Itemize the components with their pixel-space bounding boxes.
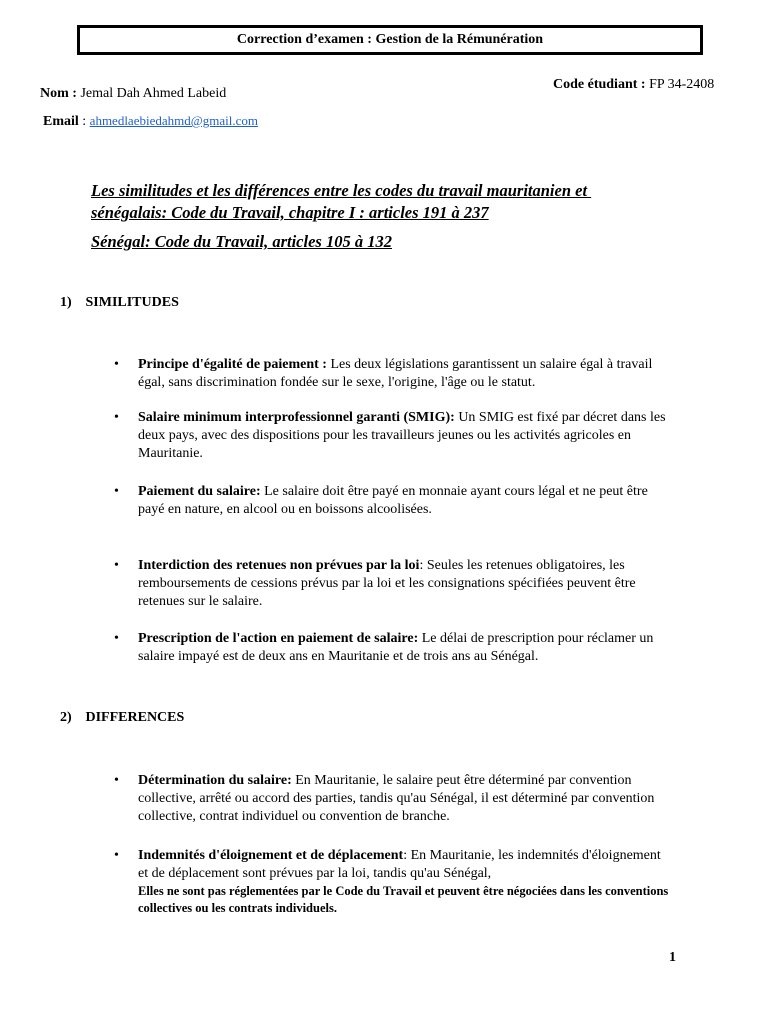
intro-line-2: sénégalais: Code du Travail, chapitre I : articles 191 à 237 [91, 203, 489, 222]
bullet-icon: • [114, 773, 119, 788]
item-text: Les deux législations garantissent un salaire égal à travail égal, sans discrimination fondée sur le sexe, l'origine, l'âge ou le statut. [138, 357, 653, 390]
student-name-value: Jemal Dah Ahmed Labeid [80, 86, 227, 101]
item-bold-label: Détermination du salaire: [138, 773, 292, 788]
bullet-icon: • [114, 410, 119, 425]
item-text: Un SMIG est fixé par décret dans les deux pays, avec des dispositions pour les travailleurs jeunes ou les activités agricoles en Mauritanie. [138, 410, 666, 461]
student-code-value: FP 34-2408 [649, 77, 715, 92]
item-bold-label: Salaire minimum interprofessionnel garanti (SMIG): [138, 410, 455, 425]
document-title: Correction d’examen : Gestion de la Rémunération [236, 32, 544, 47]
intro-heading [91, 180, 691, 224]
document-title-box [77, 25, 703, 55]
email-link[interactable]: ahmedlaebiedahmd@gmail.com [89, 113, 258, 128]
student-email-label: Email [43, 114, 79, 129]
list-item [114, 847, 674, 917]
bullet-icon: • [114, 357, 119, 372]
section-number: 1) [60, 295, 72, 310]
item-text: En Mauritanie, le salaire peut être déterminé par convention collective, arrêté ou accord des parties, tandis qu'au Sénégal, il est déterminé par convention collective, contrat individuel ou convention de branche. [138, 773, 655, 824]
list-item [114, 772, 674, 826]
page-number: 1 [669, 950, 676, 965]
student-code-label: Code étudiant : [553, 77, 646, 92]
intro-line-3: Sénégal: Code du Travail, articles 105 à 132 [91, 232, 392, 251]
section-title: SIMILITUDES [85, 295, 179, 310]
item-text: Le salaire doit être payé en monnaie ayant cours légal et ne peut être payé en nature, en alcool ou en boissons alcoolisées. [138, 484, 648, 517]
item-text: : Seules les retenues obligatoires, les remboursements de cessions prévus par la loi et les consignations spécifiées peuvent être retenues sur le salaire. [138, 558, 636, 609]
item-bold-label: Prescription de l'action en paiement de salaire: [138, 631, 419, 646]
student-name-label: Nom : [40, 86, 77, 101]
list-item [114, 483, 674, 519]
section-similitudes-heading [60, 295, 179, 311]
section-differences-heading [60, 710, 184, 726]
student-code [553, 77, 714, 93]
intro-line-1: Les similitudes et les différences entre les codes du travail mauritanien et [91, 181, 592, 200]
bullet-icon: • [114, 631, 119, 646]
item-bold-label: Indemnités d'éloignement et de déplacement [138, 848, 404, 863]
bullet-icon: • [114, 848, 119, 863]
bullet-icon: • [114, 484, 119, 499]
list-item [114, 557, 674, 611]
list-item [114, 409, 674, 463]
list-item [114, 630, 674, 666]
item-bold-label: Interdiction des retenues non prévues par la loi [138, 558, 420, 573]
item-bold-label: Principe d'égalité de paiement : [138, 357, 327, 372]
item-bold-label: Paiement du salaire: [138, 484, 261, 499]
student-email-sep: : [82, 114, 87, 129]
student-name [40, 86, 226, 102]
list-item [114, 356, 674, 392]
bullet-icon: • [114, 558, 119, 573]
section-title: DIFFERENCES [85, 710, 185, 725]
item-text: Le délai de prescription pour réclamer un salaire impayé est de deux ans en Mauritanie et de trois ans au Sénégal. [138, 631, 654, 664]
item-text: : En Mauritanie, les indemnités d'éloignement et de déplacement sont prévues par la loi, tandis qu'au Sénégal, [138, 848, 661, 881]
item-extra-text: Elles ne sont pas réglementées par le Code du Travail et peuvent être négociées dans les conventions collectives ou les contrats individuels. [138, 884, 669, 915]
section-number: 2) [60, 710, 72, 725]
student-email [43, 113, 258, 130]
